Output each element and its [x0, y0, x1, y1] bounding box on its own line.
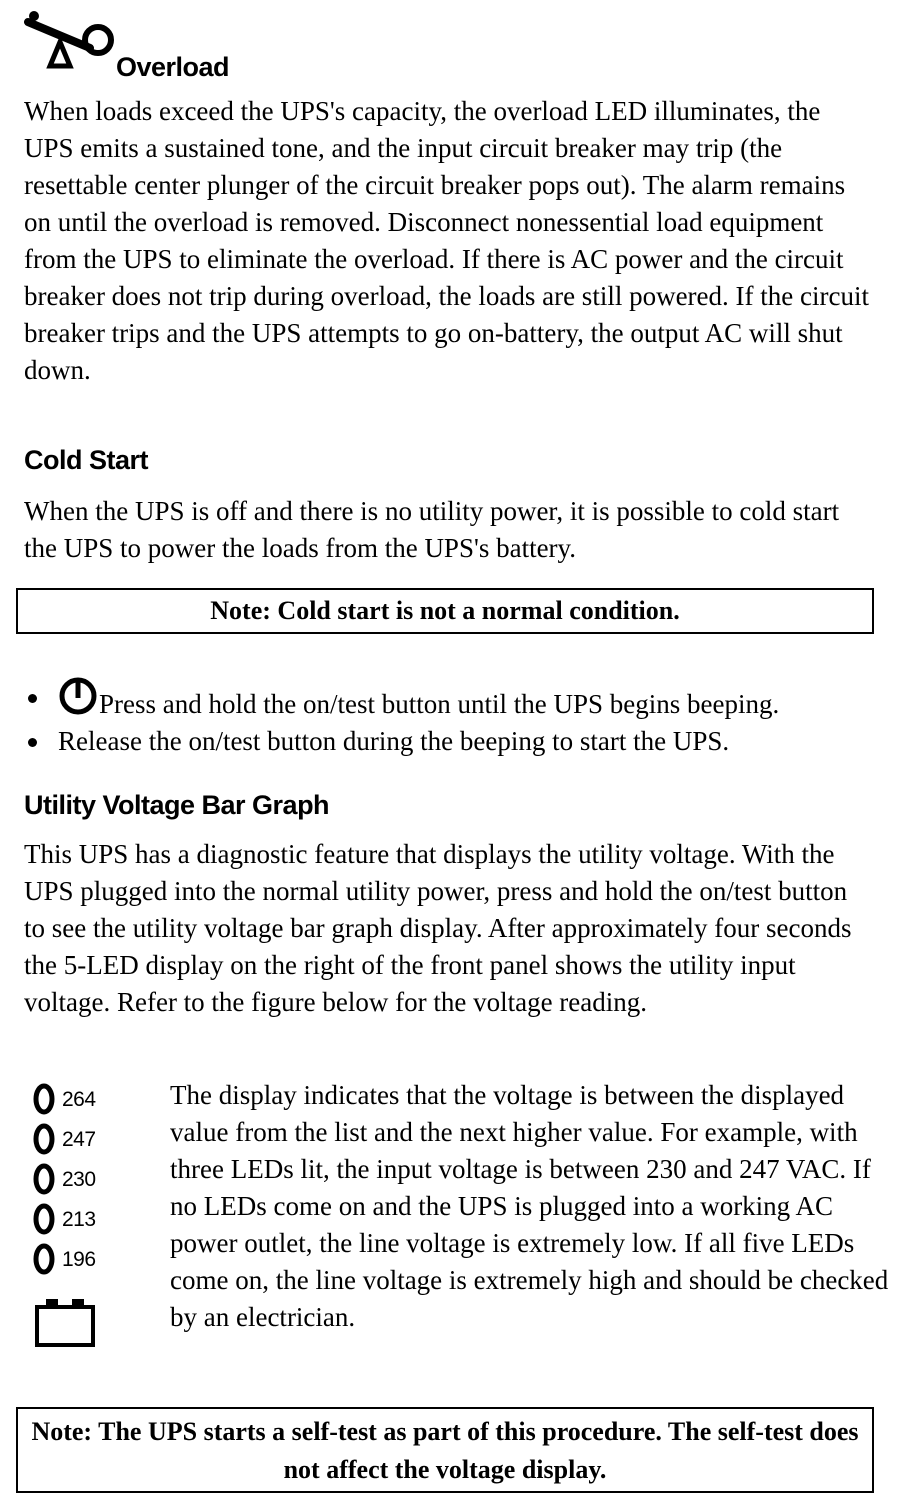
overload-heading-row [24, 8, 424, 88]
bar-graph-body: This UPS has a diagnostic feature that displays the utility voltage. With the UPS plugged into the normal utility power, press and hold the on/test button to see the utility voltage bar graph display. After approximately four seconds the 5-LED display on the right of the front panel shows the utility input voltage. Refer to the figure below for the voltage reading. [24, 839, 852, 1017]
led-row [32, 1160, 152, 1196]
cold-start-body: When the UPS is off and there is no utility power, it is possible to cold start the UPS to power the loads from the UPS's battery. [24, 496, 840, 563]
led-value: 213 [62, 1208, 96, 1231]
led-row [32, 1200, 152, 1236]
cold-start-note: Note: Cold start is not a normal condition. [16, 588, 874, 634]
led-icon [32, 1242, 56, 1276]
led-row [32, 1240, 152, 1276]
bullet-dot [28, 738, 37, 747]
led-icon [32, 1202, 56, 1236]
led-row [32, 1120, 152, 1156]
step-text: Release the on/test button during the beeping to start the UPS. [58, 726, 730, 756]
bullet-dot [28, 694, 37, 703]
bar-graph-title: Utility Voltage Bar Graph [24, 790, 330, 820]
step-text: Press and hold the on/test button until the UPS begins beeping. [99, 689, 780, 719]
led-icon [32, 1082, 56, 1116]
led-row [32, 1080, 152, 1116]
bar-graph-description: The display indicates that the voltage is between the displayed value from the list and the next higher value. For example, with three LEDs lit, the input voltage is between 230 and 247 VAC. If no LEDs come on and the UPS is plugged into a working AC power outlet, the line voltage is extremely low. If all five LEDs come on, the line voltage is extremely high and should be checked by an electrician. [170, 1080, 889, 1332]
power-icon [58, 676, 98, 716]
overload-seesaw-icon [24, 8, 116, 78]
led-icon [32, 1122, 56, 1156]
battery-icon [34, 1295, 96, 1349]
overload-title: Overload [116, 52, 230, 82]
led-value: 264 [62, 1088, 96, 1111]
self-test-note: Note: The UPS starts a self-test as part of this procedure. The self-test does not affect the voltage display. [16, 1407, 874, 1493]
led-icon [32, 1162, 56, 1196]
led-value: 230 [62, 1168, 96, 1191]
cold-start-title: Cold Start [24, 445, 149, 475]
list-item [24, 664, 874, 723]
overload-body: When loads exceed the UPS's capacity, the overload LED illuminates, the UPS emits a sustained tone, and the input circuit breaker may trip (the resettable center plunger of the circuit breaker pops out). The alarm remains on until the overload is removed. Disconnect nonessential load equipment from the UPS to eliminate the overload. If there is AC power and the circuit breaker does not trip during overload, the loads are still powered. If the circuit breaker trips and the UPS attempts to go on-battery, the output AC will shut down. [24, 96, 869, 385]
cold-start-steps [24, 664, 874, 760]
led-value: 196 [62, 1248, 96, 1271]
list-item [24, 723, 874, 760]
led-value: 247 [62, 1128, 96, 1151]
